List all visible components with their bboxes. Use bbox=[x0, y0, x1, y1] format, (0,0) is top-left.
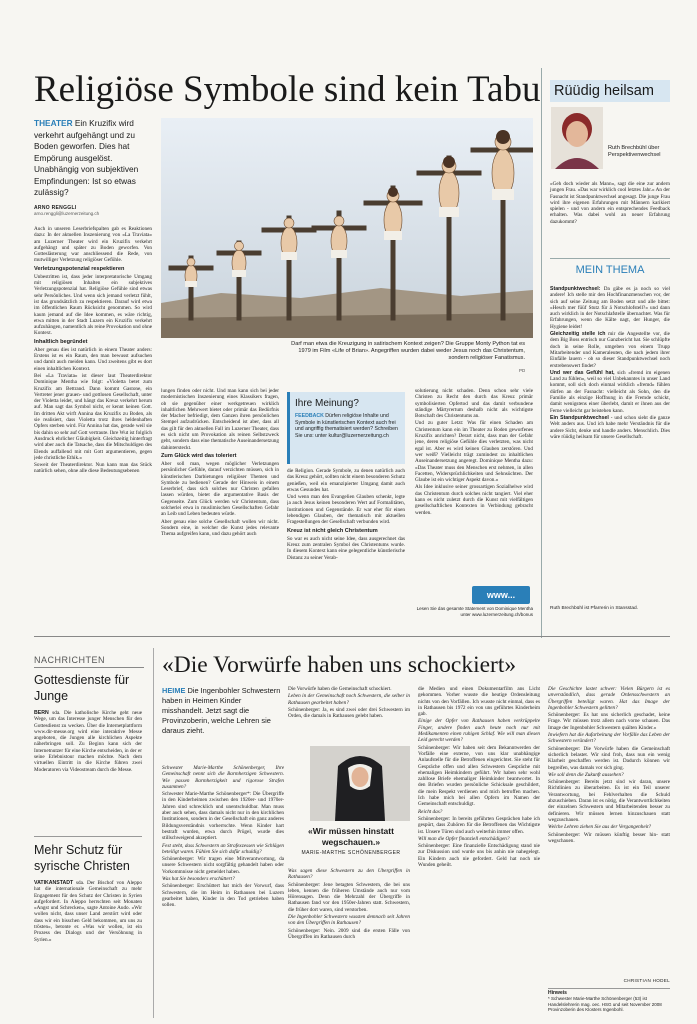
subheading: Verletzungspotenzial respektieren bbox=[34, 265, 125, 272]
subheading: Inhaltlich begründet bbox=[34, 338, 88, 345]
hinweis-label: Hinweis bbox=[548, 990, 567, 996]
paragraph-lead: Ein Standpunktwechsel bbox=[550, 414, 609, 421]
news-item bbox=[34, 842, 142, 1020]
feedback-label: FEEDBACK bbox=[295, 413, 324, 419]
interview-byline: CHRISTIAN HODEL bbox=[623, 978, 670, 983]
pull-quote bbox=[292, 826, 410, 856]
question: Einige der Opfer von Rathausen haben verkrüppelte Finger, andere finden auch heute noch nur mit Medikamenten einen ruhigen Schlaf. Wie will man diesen Leid gerecht werden? bbox=[418, 718, 540, 744]
news-title: Mehr Schutz für syrische Christen bbox=[34, 843, 130, 873]
question: Welche Lehren ziehen Sie aus der Vergangenheit? bbox=[548, 824, 652, 831]
paragraph: Und zu guter Letzt: Was für einen Schaden am Christentum kann ein im Theater zu Boden geworfenes Kruzifix anrichten? Derart nicht, dass man der Gefahr jene, deren religiöse Gefühle dies verletzten, was nicht egal ist. Aber es wird keinen Glauben zerstören. Und wer weiß? Vielleicht trägt zumindest zu inhaltlichen Auseinandersetzung angeregt. Dominique Mentha dazu: «Das Theater muss den Menschen erst nehmen, in allen Facetten, Widersprüchlichkeiten und Sehnsüchten. Der Glaube ist ein wichtiger Aspekt davon.» bbox=[415, 420, 533, 484]
article-column-1 bbox=[34, 226, 152, 621]
answer: Die Vorwürfe haben die Gemeinschaft schockiert. bbox=[288, 686, 392, 692]
paragraph: Aber genau eine solche Gesellschaft wollen wir nicht. Sondern eine, in welcher die Kunst jedes relevante Thema aufgreifen kann, und dazu gehört auch bbox=[161, 518, 279, 538]
interview-column-1 bbox=[162, 765, 284, 1020]
feedback-title: Ihre Meinung? bbox=[295, 398, 359, 409]
sidebar-body bbox=[550, 286, 670, 604]
interview-headline: «Die Vorwürfe haben uns schockiert» bbox=[162, 652, 517, 678]
paragraph bbox=[550, 370, 670, 414]
question: Schwester Marie-Marthe Schönenberger, Ihre Gemeinschaft nennt sich die Barmherzigen Schwestern. Wie passen Barmherzigkeit und rigorose Strafen zusammen? bbox=[162, 765, 284, 790]
paragraph-text: - und schon sieht die ganze Welt anders aus. Und ich habe mehr Verständnis für die andere Sicht, denke und handle anders. Menschlich. Dies wäre rüüdig heilsam für unsere Gesellschaft. bbox=[550, 414, 670, 440]
question: Fest steht, dass Schwestern an Strafexzessen wie Schlägen beteiligt waren. Fühlen Sie sich dafür schuldig? bbox=[162, 842, 284, 855]
lead-paragraph bbox=[34, 118, 152, 199]
author-photo bbox=[551, 107, 603, 169]
paragraph: Soweit der Theaterdirektor. Nun kann man das Stück natürlich sehen, ohne alle diese Bedeutungsebenen bbox=[34, 462, 152, 475]
paragraph: So war es auch nicht seine Idee, dass ausgerechnet das Kreuz zum zentralen Symbol des Christentums wurde. In diesem Kontext kann eine gelegentliche künstlerische Distanz zu seiner Verab- bbox=[287, 535, 405, 561]
main-headline: Religiöse Symbole sind kein Tabu bbox=[34, 69, 541, 110]
paragraph: solutierung nicht schaden. Denn schon sehr viele Christen zu Recht den durch das Kreuz primär symbolisierten Opfertod und das damit verbundene ständige Märtyrertum deshalb nicht als wichtigste Botschaft des Christentums an. bbox=[415, 388, 533, 420]
news-kicker: BERN bbox=[34, 710, 49, 716]
interview-column-4 bbox=[548, 686, 670, 974]
question: Die Geschichte lastet schwer: Vielen Bürgern ist es unverständlich, dass gerade Ordensschwestern an Übergriffen beteiligt waren. Hat das Image der Ingenbohler Schwestern gelitten? bbox=[548, 686, 670, 711]
article-column-4 bbox=[415, 388, 533, 586]
paragraph: «Geh doch wieder als Mann», sagt die eine zur andern jungen Frau. «Das war wirklich cool letztes Jahr.» An der Fasnacht ist Standpunktwechsel angesagt. Die junge Frau wird ihre eigenen Erfahrungen mit Männern karikiert spielen - und von andern ein entsprechendes Feedback erhalten. Was dabei wohl an neuer Erfahrung dazukommt? bbox=[550, 181, 670, 225]
www-note: Lesen Sie das gesamte Statement von Dominique Mentha unter www.luzernerzeitung.ch/bonus bbox=[416, 606, 533, 617]
feedback-box bbox=[287, 392, 405, 464]
answer: die Medien und einen Dokumentarfilm ans Licht gekommen. Vorher wusste die heutige Ordensleitung nichts von den Vorfällen. Ich wusste nicht einmal, dass es in Rathausen bis 1972 ein von uns geführtes Kinderheim gab. bbox=[418, 686, 540, 718]
answer: Schönenberger: Ja, es sind zwei oder drei Schwestern im Orden, die damals in Rathausen gelebt haben. bbox=[288, 706, 410, 720]
paragraph-lead: Gleichzeitig stelle ich bbox=[550, 331, 606, 338]
author-block bbox=[34, 205, 152, 216]
question: Will man die Opfer finanziell entschädigen? bbox=[418, 835, 510, 842]
paragraph-text: mir die Angestellte vor, die dem Big Boss entrisch nur Ganzbericht hat. Sie schlüpfte doch in seine Rolle, umgeben von einem Trupp Mitarbeitender und Kameraleuten, die nach jedem ihrer Einfälle lauern - ob so dieser Standpunktwechsel noch erstrebenswert findet? bbox=[550, 331, 670, 369]
portrait-image bbox=[551, 107, 603, 169]
article-column-2 bbox=[161, 388, 279, 623]
question: Wie soll denn die Zukunft aussehen? bbox=[548, 771, 624, 778]
news-title: Gottesdienste für Junge bbox=[34, 673, 130, 703]
question: Die Ingenbohler Schwestern wussten demnach seit Jahren von den Übergriffen in Rathausen? bbox=[288, 914, 410, 927]
sidebar-section-title: MEIN THEMA bbox=[575, 264, 645, 276]
author-email: arno.renggli@luzernerzeitung.ch bbox=[34, 211, 100, 216]
answer: Schönenberger: Wir müssen künftig besser hin- statt wegschauen. bbox=[548, 831, 670, 844]
paragraph: lungen finden oder nicht. Und man kann sich bei jeder modernistischen Inszenierung eines Klassikers fragen, ob sie gegenüber einer werkgetreuen wirklich inhaltlichen Mehrwert bietet oder primär das Bedürfnis der Macher befriedigt, dem Ganzen ihren persönlichen Stempel aufzudrücken. Entscheidend ist aber, dass all das gilt für den aktuellen Fall im Luzerner Theater, dass es sich nicht um Provokation als reinen Selbstzweck geht, sondern dass eine thematische Auseinandersetzung dahintersteckt. bbox=[161, 388, 279, 451]
answer: Schönenberger: Bereits jetzt sind wir daran, unsere Richtlinien zu überarbeiten. Es ist ein Teil unserer Verantwortung, bei Fehlverhalten die Schuld abzuschieben. Daran ist es nötig, die Verantwortlichkeiten der einzelnen Schwestern und Mitarbeitenden besser zu definieren. Wir müssen lernen hinzuschauen statt wegzuschauen. bbox=[548, 779, 670, 823]
paragraph: Und wenn man den Evangelien Glauben schenkt, legte ja auch Jesus keinen besonderen Wert auf Formalitäten, Institutionen und Gegenstände. Er war eher für einen lebendigen Glauben, der thematisch mit aktuellen Fragestellungen der Gesellschaft verbunden wird. bbox=[287, 494, 405, 526]
paragraph: Bei «La Traviata» ist dieser laut Theaterdirektor Dominique Mentha wie folgt: «Violetta betet zum Kruzifix am Bettrand. Dann kommt Gastone, ein Vertreter jener grauen- und gottlosen Gesellschaft, unter der Violetta leidet, und hängt das Kreuz verkehrt herum auf. Man sagt das Symbol nicht, er kennt keinen Gott. Im dritten Akt wirft Annina das Kruzifix zu Boden, als sie realisiert, dass Violetta trotz ihres heldenhaften Opfers sterben wird. Für Annina hat das, gerade weil sie bis dahin so sehr auf Gott vertraute. Ihre Wut ist folglich Ausdruck ehrlicher Gläubigkeit. Gleichzeitig hinterfragt wird aber auch die Tatsache, dass die Mitschuldigen des Elends auffallend mit mit Gott argumentieren, gegen jede christliche Ethik.» bbox=[34, 372, 152, 461]
question: Inwiefern hat die Aufarbeitung der Vorfälle das Leben der Schwestern verändert? bbox=[548, 732, 670, 745]
interview-kicker: HEIME bbox=[162, 686, 186, 695]
sidebar-author: Ruth Brechbühl über Perspektivenwechsel bbox=[608, 145, 661, 158]
subheading: Kreuz ist nicht gleich Christentum bbox=[287, 527, 378, 534]
question: Leben in der Gemeinschaft noch Schwestern, die selber in Rathausen gearbeitet haben? bbox=[288, 693, 410, 706]
hinweis-box bbox=[548, 988, 670, 1013]
answer: Schönenberger: Eine finanzielle Entschädigung stand nie zur Diskussion und wurde uns bis anhin nie nahegelegt. Ein Kindern auch nie gefordert. Geld hat noch nie Wunden geheilt. bbox=[418, 843, 540, 869]
paragraph: Auch in unseren Leserbriefspalten gab es Reaktionen dazu: In der aktuellen Inszenierung von «La Traviata» am Luzerner Theater wird ein Kruzifix verkehrt aufgehängt und später zu Boden geworfen. Von Gotteslästerung war anschliessend die Rede, von mutwilliger Verletzung religiöser Gefühle. bbox=[34, 226, 152, 264]
paragraph: Aber genau dies ist natürlich in einem Theater anders: Erstens ist es ein Raum, den man bewusst aufsuchen und damit auch meiden kann. Und zweitens gibt es dort einen inhaltlichen Kontext. bbox=[34, 346, 152, 372]
answer: Schönenberger: Jene betagten Schwestern, die bei uns leben, kennen die früheren Umstände auch nur vom Hörensagen. Denn die Mehrzahl der Übergriffe in Rathausen fand vor den 1950er-Jahren statt. Schwestern, die früher dort waren, sind verstorben. bbox=[288, 881, 410, 913]
paragraph: die Religion. Gerade Symbole, zu denen natürlich auch das Kreuz gehört, sollten nicht einem besonderen Schutz genießen, weil ein emanzipierter Umgang damit auch etwas Gesundes hat. bbox=[287, 468, 405, 493]
answer: Schwester Marie-Marthe Schönenberger*: Die Übergriffe in den Kinderheimen zwischen den 1920er- und 1970er-Jahren sind schrecklich und unentschuldbar. Man muss aber auch sehen, dass damals nicht nur in den kirchlichen Institutionen, sondern in der Gesellschaft ein ganz anderes Bildungsverständnis vorherrschte. Wenn Kinder hart bestraft wurden, etwa durch Prügel, wurde dies stillschweigend akzeptiert. bbox=[162, 791, 284, 842]
news-text: sda. Der Bischof von Aleppo hat die internationale Gemeinschaft zu mehr Engagement für den Schutz der Christen in Syrien aufgefordert. In Aleppo herrschten seit Monaten «Angst und Schrecken», sagte Antoine Audo. «Wir wollen nicht, dass unser Land zerstört wird oder dass wir ein bisschen Geld bekommen, um uns zu trösten», betonte er. «Was wir wollen, ist ein Prozess des Dialogs und der Versöhnung in Syrien.» bbox=[34, 880, 142, 943]
nachrichten-label: NACHRICHTEN bbox=[34, 655, 144, 668]
paragraph bbox=[550, 415, 670, 440]
paragraph-text: Da gäbe es ja noch so viel andere! Ich stelle mir den Hochfinanzmenschen vor, der sich auf seine Zeitung am Boden setzt und alle bittet: «Hesch mer füüf Stutz für ä Notschlofstell?» und dann auch wirklich in der Notschlafstelle übernachtet. Was für Erfahrungen, wenn die Kälte nagt, der Hunger, die Hygiene leidet! bbox=[550, 286, 670, 330]
paragraph bbox=[550, 331, 670, 369]
sidebar-footer: Ruth Brechbühl ist Pfarrerin in Stansstad. bbox=[550, 606, 638, 611]
subheading: Zum Glück wird das toleriert bbox=[161, 452, 237, 459]
paragraph-lead: Standpunktwechsel: bbox=[550, 286, 601, 292]
paragraph: Unbestritten ist, dass jeder interpretatorische Umgang mit religiösen Inhalten ein subjektives Verletzungspotenzial hat. Religiöse Gefühle sind etwas sehr Persönliches. Und wenn sich jemand verletzt fühlt, ist das grundsätzlich zu respektieren. Darauf wird etwa im öffentlichen Raum Rücksicht genommen. So wird kaum jemand auf die Idee kommen, es wäre richtig, etwa mitten in der Stadt Luzern ein Kruzifix verkehrt aufzuhängen, namentlich als reine Provokation und ohne Kontext. bbox=[34, 273, 152, 337]
sidebar-intro bbox=[550, 181, 670, 226]
answer: Schönenberger: In bereits geführten Gesprächen habe ich gespürt, dass Zuhören für die Betroffenen das Wichtigste ist. Unsere Türen sind auch weiterhin immer offen. bbox=[418, 815, 540, 835]
sidebar-title: Rüüdig heilsam bbox=[550, 80, 670, 102]
interview-lead-text: Die Ingenbohler Schwestern haben in Heimen Kinder misshandelt. Jetzt sagt die Provinzoberin, welche Lehren sie daraus zieht. bbox=[162, 686, 281, 735]
answer: Schönenberger: Es hat uns sicherlich geschadet, keine Frage. Wir müssen trotz allem nach vorne schauen. Das Image der Ingenbohler Schwestern quälten Kinder.» bbox=[548, 712, 670, 731]
interview-lead bbox=[162, 686, 284, 736]
nun-photo bbox=[310, 746, 410, 821]
answer: Schönenberger: Wir tragen eine Mitverantwortung, da unsere Schwestern nicht sorgfältig gehandelt haben oder Vorkommnisse nicht gemeldet haben. bbox=[162, 856, 284, 875]
answer: Schönenberger: Nein. 2009 sind die ersten Fälle von Übergriffen im Rathausen durch bbox=[288, 927, 410, 940]
paragraph-text: sich «fremd im eigenen Land zu fühlen», weil so viel Unbekanntes in unser Land kommt, soll sich doch einmal wirklich «fremd» fühlen dürfen an der Fasnacht: vielleicht als Sohn, den die Familie als einzige Hoffnung in die Fremde schickt, damit wenigstens einer überlebt, damit er ihnen aus der Ferne vielleicht gar beistehen kann. bbox=[550, 369, 670, 414]
quote-name: MARIE-MARTHE SCHÖNENBERGER bbox=[301, 850, 401, 856]
paragraph: Als Idee inklusive seiner grossartigen Sozialhelwe wird das Christentum durch solches nicht tangiert. Viel eher kann es nicht zuletzt durch die Kunst mit vielfältigen gesellschaftlichen Kontexten in Verbindung gebracht werden. bbox=[415, 484, 533, 516]
photo-credit: PD bbox=[519, 368, 526, 373]
quote-text: «Wir müssen hinstatt wegschauen.» bbox=[308, 826, 394, 847]
question: Reicht das? bbox=[418, 808, 443, 815]
answer: Schönenberger: Wir haben seit dem Bekanntwerden der Vorfälle eine externe, von uns klar unabhängige Anlaufstelle für die Betroffenen eingerichtet. Sie steht für Gespräche offen und allen Schwestern Gespräche mit ehemaligen Heimkindern geführt. Wir haben sehr wohl zahllose Briefe ehemaliger Heimkinder beantwortet. In den Briefen wurden persönliche Schicksale geschildert, die mein Respekt verdienen und mich betroffen machen. Ich habe mich bei allen Opfern im Namen der Gemeinschaft entschuldigt. bbox=[418, 744, 540, 808]
news-kicker: VATIKANSTADT bbox=[34, 880, 74, 886]
photo-caption: Darf man etwa die Kreuzigung in satirischem Kontext zeigen? Die Gruppe Monty Python tat es 1979 im Film «Life of Brian». Angegriffen wurden dabei weder Jesus noch das Christentum, sondern religiöser Fanatismus. bbox=[291, 341, 525, 361]
lead-kicker: THEATER bbox=[34, 118, 73, 128]
paragraph bbox=[550, 286, 670, 330]
news-text: sda. Die katholische Kirche geht neue Wege, um das Interesse junger Menschen für den Gottesdienst zu wecken. Über die Internetplattform www.dir-messe.org wird eine interaktive Messe angeboten, die Jungen alle kirchlichen Aspekte näherbringen soll. Zu Beginn kann sich der Internetnutzer für eine Kirche entscheiden, in der er seine Erlebnistour machen möchte. Nach dem virtuellen Eintritt in die Kirche führen zwei Moderatoren via Videostream durch die Messe. bbox=[34, 710, 143, 773]
crucifixion-scene-image bbox=[161, 118, 533, 338]
question: Was hat Sie besonders erschüttert? bbox=[162, 876, 235, 883]
feedback-text: Dürfen religiöse Inhalte und Symbole in künstlerischen Kontext auch frei und angriffig thematisiert werden? Schreiben Sie uns: unter kultur@luzernerzeitung.ch bbox=[295, 413, 398, 439]
lead-text: Ein Kruzifix wird verkehrt aufgehängt und zu Boden geworfen. Dies hat Empörung ausgelöst. Unabhängig von subjektiven Empfindungen: Ist so etwas zulässig? bbox=[34, 118, 139, 197]
interview-column-3 bbox=[418, 686, 540, 1020]
news-item bbox=[34, 672, 142, 774]
article-photo bbox=[161, 118, 533, 338]
answer: Schönenberger: Die Vorwürfe haben die Gemeinschaft sicherlich belastet. Wir sind froh, dass nun ein wenig Klarheit geschaffen werden ist. Dadurch können wir begreifen, was damals vor sich ging. bbox=[548, 745, 670, 771]
www-badge[interactable]: www... bbox=[472, 586, 530, 604]
nun-portrait-image bbox=[310, 746, 410, 821]
paragraph-lead: Und wer das Gefühl hat, bbox=[550, 369, 615, 376]
interview-column-2b bbox=[288, 868, 410, 1020]
hinweis-text: * Schwester Marie-Marthe Schönenberger (53) ist Handelslehrerin mag. oec. HSG und seit November 2008 Provinzoberin des Klosters Ingenbohl. bbox=[548, 996, 662, 1012]
paragraph: Aber soll man, wegen möglicher Verletzungen persönlicher Gefühle, darauf verzichten müssen, sich in künstlerischen Darbietungen religiöser Themen und Symbole zu bedienen? Gerade der Hinweis in einem Leserbrief, dass sich solches nur Christen gefallen lassen würden, bietet die argumentative Basis der Gegenseite. Zum Glück werden wir Christentum, dass solcherlei etwa in muslimischen Gesellschaften Gefahr an Leib und Leben bedeuten würde. bbox=[161, 460, 279, 518]
author-name: ARNO RENGGLI bbox=[34, 205, 77, 211]
article-column-3 bbox=[287, 468, 405, 623]
question: Was sagen diese Schwestern zu den Übergriffen in Rathausen? bbox=[288, 868, 410, 881]
interview-column-2 bbox=[288, 686, 410, 720]
answer: Schönenberger: Erschüttert hat mich der Vorwurf, dass Schwestern, die im Heim in Rathausen bei Luzern gearbeitet haben, Kinder in den Tod getrieben haben sollen. bbox=[162, 883, 284, 909]
